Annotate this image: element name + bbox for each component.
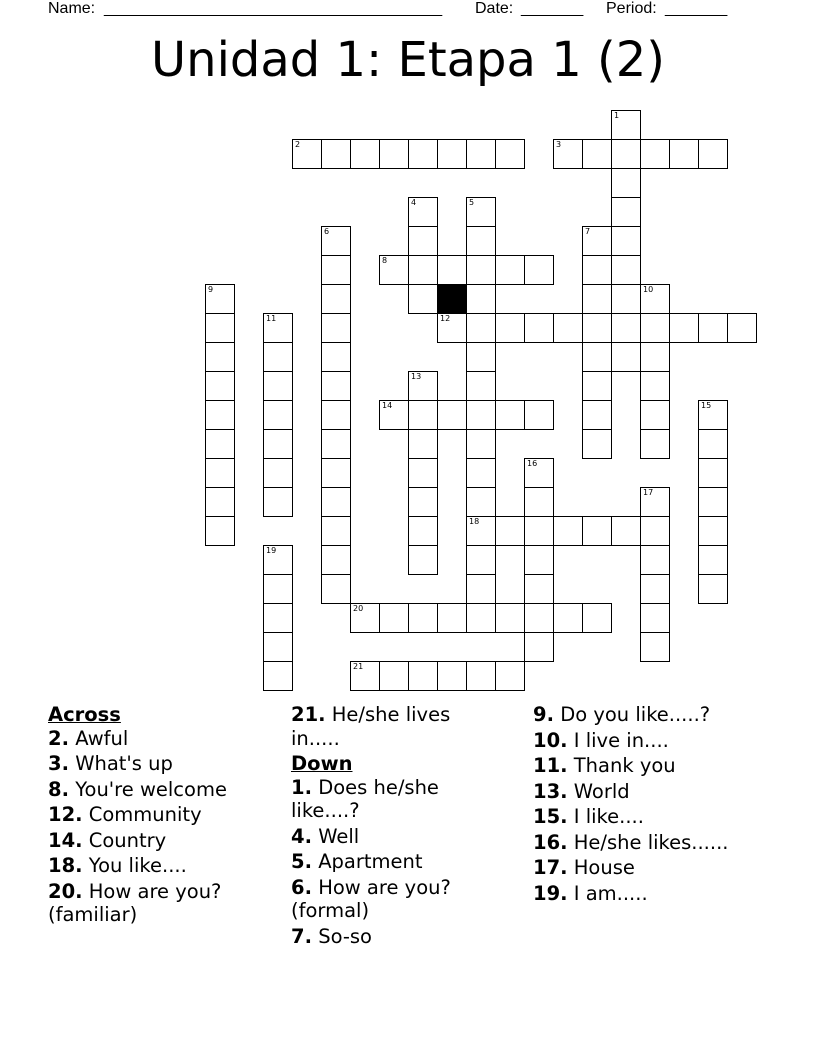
grid-cell[interactable] — [582, 226, 612, 256]
grid-cell[interactable] — [408, 226, 438, 256]
clue-number: 21 — [353, 662, 364, 671]
grid-cell[interactable] — [582, 139, 612, 169]
down-clue-list-continued — [533, 703, 793, 905]
clue-item — [291, 925, 491, 949]
grid-cell[interactable] — [582, 400, 612, 430]
grid-cell[interactable] — [582, 371, 612, 401]
grid-cell[interactable] — [437, 661, 467, 691]
clue-item-text: Well — [318, 824, 360, 848]
grid-cell[interactable] — [263, 313, 293, 343]
grid-cell[interactable] — [611, 110, 641, 140]
grid-cell[interactable] — [466, 255, 496, 285]
grid-cell[interactable] — [466, 574, 496, 604]
clue-item-number: 1. — [291, 775, 312, 799]
grid-cell[interactable] — [466, 371, 496, 401]
grid-cell[interactable] — [727, 313, 757, 343]
across-clue-list — [48, 727, 278, 927]
grid-cell[interactable] — [408, 197, 438, 227]
grid-cell[interactable] — [263, 371, 293, 401]
clue-item-number: 15. — [533, 805, 568, 828]
grid-cell[interactable] — [408, 400, 438, 430]
grid-cell[interactable] — [582, 342, 612, 372]
clue-item-number: 5. — [291, 850, 312, 873]
clue-number: 3 — [556, 140, 562, 149]
clue-item-number: 2. — [48, 726, 69, 750]
grid-cell[interactable] — [408, 139, 438, 169]
clue-item — [533, 703, 793, 727]
grid-cell[interactable] — [466, 516, 496, 546]
clue-item-text: He/she likes...... — [573, 830, 729, 854]
grid-cell[interactable] — [640, 400, 670, 430]
clue-item — [291, 876, 491, 923]
grid-cell[interactable] — [553, 603, 583, 633]
grid-cell[interactable] — [437, 313, 467, 343]
name-label: Name: — [48, 0, 96, 17]
grid-cell[interactable] — [205, 400, 235, 430]
grid-cell[interactable] — [408, 284, 438, 314]
clue-item-number: 19. — [533, 881, 568, 905]
clue-column-2 — [291, 703, 491, 950]
clue-item — [48, 854, 278, 878]
grid-cell[interactable] — [321, 284, 351, 314]
clue-item-number: 21. — [291, 703, 326, 726]
clue-number: 16 — [527, 459, 538, 468]
grid-cell[interactable] — [611, 197, 641, 227]
clue-number: 14 — [382, 401, 393, 410]
clue-number: 5 — [469, 198, 475, 207]
clue-item-number: 13. — [533, 779, 568, 803]
clue-number: 17 — [643, 488, 654, 497]
clue-item-text: Do you like.....? — [560, 703, 711, 726]
grid-cell[interactable] — [698, 139, 728, 169]
grid-cell[interactable] — [524, 516, 554, 546]
grid-cell[interactable] — [524, 487, 554, 517]
grid-cell[interactable] — [611, 139, 641, 169]
clue-number: 15 — [701, 401, 712, 410]
grid-cell[interactable] — [263, 458, 293, 488]
grid-cell[interactable] — [640, 487, 670, 517]
grid-cell[interactable] — [321, 545, 351, 575]
grid-cell[interactable] — [553, 516, 583, 546]
grid-cell[interactable] — [321, 313, 351, 343]
grid-cell[interactable] — [263, 545, 293, 575]
grid-cell[interactable] — [611, 342, 641, 372]
clue-item — [291, 850, 491, 874]
grid-cell[interactable] — [379, 661, 409, 691]
clue-item-number: 4. — [291, 824, 312, 848]
clue-item-number: 10. — [533, 728, 568, 752]
grid-cell[interactable] — [263, 603, 293, 633]
grid-cell[interactable] — [321, 487, 351, 517]
clue-item-text: You're welcome — [75, 777, 227, 801]
grid-cell[interactable] — [466, 313, 496, 343]
clue-number: 19 — [266, 546, 277, 555]
clue-item-text: I live in.... — [573, 728, 669, 752]
across-clue-list-continued — [291, 703, 491, 750]
grid-cell[interactable] — [640, 342, 670, 372]
clue-item-number: 16. — [533, 830, 568, 854]
clue-item-text: How are you? (formal) — [291, 875, 451, 922]
grid-cell[interactable] — [698, 516, 728, 546]
grid-cell[interactable] — [524, 313, 554, 343]
grid-cell[interactable] — [640, 545, 670, 575]
grid-cell[interactable] — [495, 255, 525, 285]
date-label: Date: — [475, 0, 514, 17]
grid-cell[interactable] — [524, 603, 554, 633]
grid-cell[interactable] — [205, 284, 235, 314]
clue-item-number: 14. — [48, 828, 83, 852]
clue-item-text: He/she lives in..... — [291, 703, 451, 750]
grid-cell[interactable] — [698, 574, 728, 604]
clue-item-text: You like.... — [88, 854, 187, 877]
grid-cell[interactable] — [466, 400, 496, 430]
clue-item-text: Does he/she like....? — [291, 775, 439, 822]
grid-cell[interactable] — [263, 632, 293, 662]
clue-item-text: So-so — [318, 924, 372, 948]
clue-column-1 — [48, 703, 278, 929]
grid-cell[interactable] — [640, 603, 670, 633]
clue-number: 13 — [411, 372, 422, 381]
grid-cell[interactable] — [466, 487, 496, 517]
grid-cell[interactable] — [640, 139, 670, 169]
clue-item-number: 6. — [291, 875, 312, 899]
clue-item-number: 11. — [533, 754, 568, 777]
clue-item — [533, 882, 793, 906]
grid-cell[interactable] — [408, 603, 438, 633]
clue-item-number: 20. — [48, 879, 83, 903]
grid-cell[interactable] — [263, 342, 293, 372]
grid-cell[interactable] — [524, 632, 554, 662]
grid-cell[interactable] — [205, 458, 235, 488]
black-square — [437, 284, 467, 314]
grid-cell[interactable] — [698, 313, 728, 343]
grid-cell[interactable] — [263, 487, 293, 517]
grid-cell[interactable] — [379, 139, 409, 169]
grid-cell[interactable] — [205, 516, 235, 546]
grid-cell[interactable] — [466, 226, 496, 256]
clue-item-number: 12. — [48, 803, 83, 826]
grid-cell[interactable] — [698, 458, 728, 488]
clue-item-text: World — [573, 779, 630, 803]
clue-item — [291, 825, 491, 849]
grid-cell[interactable] — [495, 139, 525, 169]
grid-cell[interactable] — [466, 197, 496, 227]
grid-cell[interactable] — [321, 400, 351, 430]
clue-item-text: Thank you — [573, 754, 676, 777]
grid-cell[interactable] — [466, 139, 496, 169]
grid-cell[interactable] — [350, 139, 380, 169]
clue-item — [533, 780, 793, 804]
grid-cell[interactable] — [321, 429, 351, 459]
grid-cell[interactable] — [321, 139, 351, 169]
clue-number: 7 — [585, 227, 591, 236]
clue-item-text: Awful — [75, 726, 129, 750]
page-title: Unidad 1: Etapa 1 (2) — [151, 32, 665, 88]
clue-item — [48, 880, 278, 927]
clue-item-text: Country — [88, 828, 167, 852]
grid-cell[interactable] — [611, 168, 641, 198]
grid-cell[interactable] — [437, 400, 467, 430]
clue-item — [533, 729, 793, 753]
grid-cell[interactable] — [611, 226, 641, 256]
clue-item-text: House — [573, 856, 635, 879]
clue-number: 20 — [353, 604, 364, 613]
grid-cell[interactable] — [350, 603, 380, 633]
grid-cell[interactable] — [698, 545, 728, 575]
clue-item-number: 7. — [291, 924, 312, 948]
grid-cell[interactable] — [495, 603, 525, 633]
grid-cell[interactable] — [524, 400, 554, 430]
grid-cell[interactable] — [524, 458, 554, 488]
grid-cell[interactable] — [321, 574, 351, 604]
grid-cell[interactable] — [466, 545, 496, 575]
clue-number: 4 — [411, 198, 417, 207]
grid-cell[interactable] — [321, 226, 351, 256]
grid-cell[interactable] — [321, 458, 351, 488]
grid-cell[interactable] — [408, 661, 438, 691]
grid-cell[interactable] — [408, 255, 438, 285]
clue-item — [48, 727, 278, 751]
grid-cell[interactable] — [698, 400, 728, 430]
grid-cell[interactable] — [408, 458, 438, 488]
grid-cell[interactable] — [466, 603, 496, 633]
grid-cell[interactable] — [582, 284, 612, 314]
grid-cell[interactable] — [611, 255, 641, 285]
grid-cell[interactable] — [640, 371, 670, 401]
clue-number: 12 — [440, 314, 451, 323]
clue-item-number: 9. — [533, 703, 554, 726]
clue-number: 9 — [208, 285, 214, 294]
clue-number: 10 — [643, 285, 654, 294]
clue-item — [291, 776, 491, 823]
grid-cell[interactable] — [582, 313, 612, 343]
grid-cell[interactable] — [466, 284, 496, 314]
clue-item-text: How are you? (familiar) — [48, 879, 222, 926]
grid-cell[interactable] — [321, 516, 351, 546]
clue-item-number: 18. — [48, 854, 83, 877]
clue-number: 1 — [614, 111, 620, 120]
grid-cell[interactable] — [640, 632, 670, 662]
grid-cell[interactable] — [495, 661, 525, 691]
grid-cell[interactable] — [582, 516, 612, 546]
grid-cell[interactable] — [350, 661, 380, 691]
grid-cell[interactable] — [640, 516, 670, 546]
grid-cell[interactable] — [553, 313, 583, 343]
clue-item — [48, 803, 278, 827]
grid-cell[interactable] — [582, 429, 612, 459]
grid-cell[interactable] — [698, 429, 728, 459]
clue-item-text: What's up — [75, 752, 173, 775]
clue-item-number: 3. — [48, 752, 69, 775]
grid-cell[interactable] — [379, 603, 409, 633]
grid-cell[interactable] — [321, 255, 351, 285]
grid-cell[interactable] — [495, 400, 525, 430]
grid-cell[interactable] — [379, 400, 409, 430]
grid-cell[interactable] — [205, 487, 235, 517]
grid-cell[interactable] — [524, 574, 554, 604]
grid-cell[interactable] — [408, 371, 438, 401]
grid-cell[interactable] — [495, 516, 525, 546]
clue-item — [533, 856, 793, 880]
grid-cell[interactable] — [466, 458, 496, 488]
grid-cell[interactable] — [698, 487, 728, 517]
across-heading: Across — [48, 703, 121, 726]
clue-item-number: 8. — [48, 777, 69, 801]
clue-item — [533, 754, 793, 778]
clue-item-number: 17. — [533, 856, 568, 879]
clue-item-text: Community — [88, 803, 202, 826]
clue-number: 8 — [382, 256, 388, 265]
clue-number: 18 — [469, 517, 480, 526]
grid-cell[interactable] — [640, 313, 670, 343]
grid-cell[interactable] — [669, 313, 699, 343]
clue-item-text: Apartment — [318, 850, 423, 873]
clue-item-text: I am..... — [573, 881, 648, 905]
grid-cell[interactable] — [582, 603, 612, 633]
grid-cell[interactable] — [321, 342, 351, 372]
grid-cell[interactable] — [524, 255, 554, 285]
grid-cell[interactable] — [408, 429, 438, 459]
name-blank: ______________________________________ — [104, 0, 443, 17]
grid-cell[interactable] — [466, 342, 496, 372]
down-heading: Down — [291, 752, 353, 775]
grid-cell[interactable] — [205, 342, 235, 372]
clue-item — [533, 831, 793, 855]
clue-number: 6 — [324, 227, 330, 236]
grid-cell[interactable] — [640, 429, 670, 459]
grid-cell[interactable] — [408, 487, 438, 517]
grid-cell[interactable] — [640, 284, 670, 314]
clue-number: 11 — [266, 314, 277, 323]
grid-cell[interactable] — [582, 255, 612, 285]
clue-column-3 — [533, 703, 793, 907]
grid-cell[interactable] — [205, 429, 235, 459]
grid-cell[interactable] — [205, 313, 235, 343]
grid-cell[interactable] — [292, 139, 322, 169]
clue-item — [48, 829, 278, 853]
grid-cell[interactable] — [495, 313, 525, 343]
grid-cell[interactable] — [524, 545, 554, 575]
grid-cell[interactable] — [408, 516, 438, 546]
grid-cell[interactable] — [611, 516, 641, 546]
grid-cell[interactable] — [553, 139, 583, 169]
clue-item — [48, 778, 278, 802]
grid-cell[interactable] — [611, 313, 641, 343]
period-label: Period: — [606, 0, 657, 17]
grid-cell[interactable] — [437, 603, 467, 633]
clue-item — [48, 752, 278, 776]
grid-cell[interactable] — [263, 400, 293, 430]
period-blank: _______ — [665, 0, 728, 17]
grid-cell[interactable] — [408, 545, 438, 575]
grid-cell[interactable] — [611, 284, 641, 314]
grid-cell[interactable] — [263, 574, 293, 604]
grid-cell[interactable] — [437, 139, 467, 169]
grid-cell[interactable] — [640, 574, 670, 604]
clue-item-text: I like.... — [573, 805, 644, 828]
grid-cell[interactable] — [466, 661, 496, 691]
down-clue-list — [291, 776, 491, 949]
grid-cell[interactable] — [321, 371, 351, 401]
grid-cell[interactable] — [263, 429, 293, 459]
grid-cell[interactable] — [205, 371, 235, 401]
grid-cell[interactable] — [466, 429, 496, 459]
grid-cell[interactable] — [437, 255, 467, 285]
grid-cell[interactable] — [263, 661, 293, 691]
clue-item — [291, 703, 491, 750]
grid-cell[interactable] — [379, 255, 409, 285]
date-blank: _______ — [521, 0, 584, 17]
clue-item — [533, 805, 793, 829]
grid-cell[interactable] — [669, 139, 699, 169]
clue-number: 2 — [295, 140, 301, 149]
